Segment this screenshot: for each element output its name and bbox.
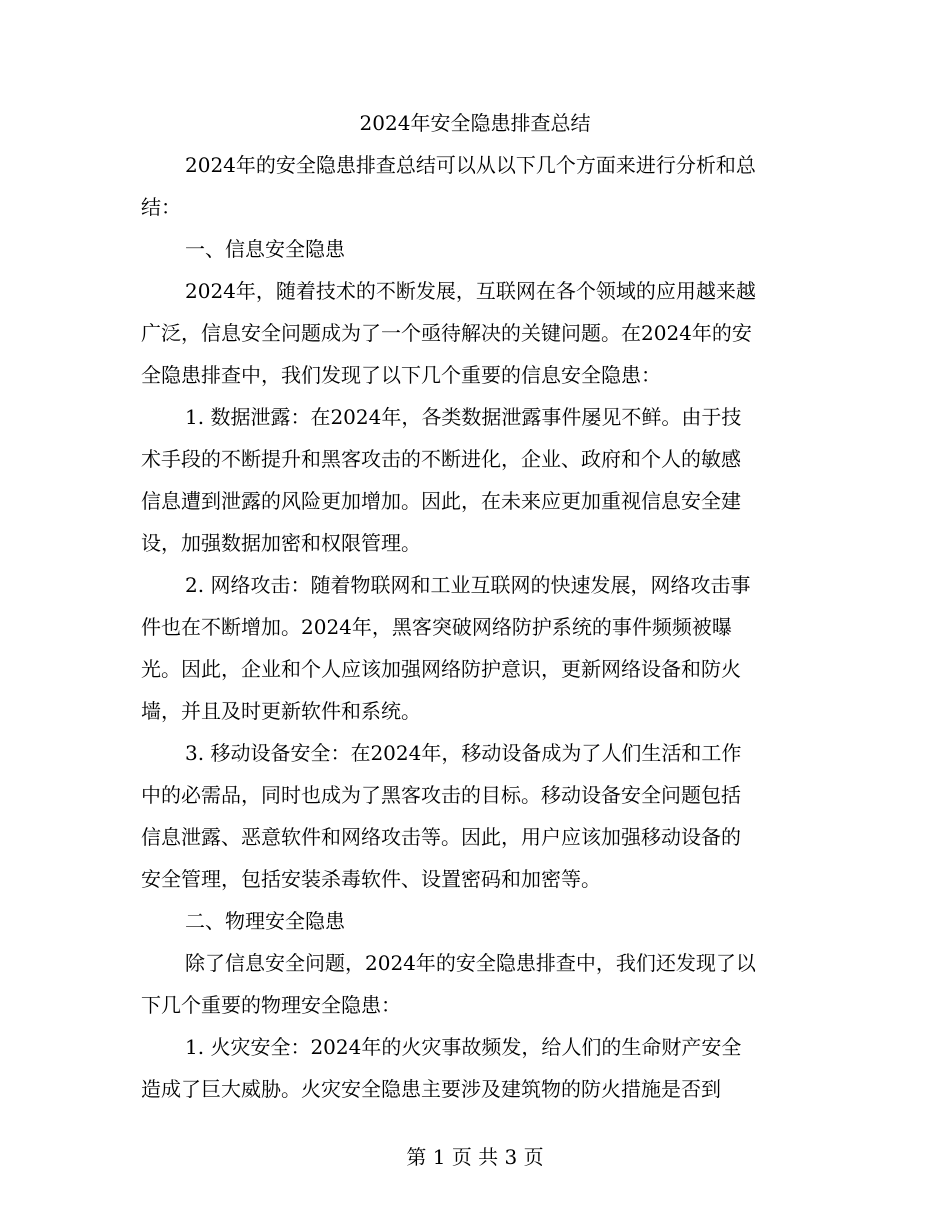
text-line: 3. 移动设备安全：在2024年，移动设备成为了人们生活和工作 <box>185 741 742 765</box>
text-line: 除了信息安全问题，2024年的安全隐患排查中，我们还发现了以 <box>185 951 756 975</box>
text-line: 结： <box>141 195 181 219</box>
text-line: 二、物理安全隐患 <box>185 909 345 933</box>
text-line: 2024年，随着技术的不断发展，互联网在各个领域的应用越来越 <box>185 279 756 303</box>
text-line: 造成了巨大威胁。火灾安全隐患主要涉及建筑物的防火措施是否到 <box>141 1077 721 1101</box>
text-line: 墙，并且及时更新软件和系统。 <box>141 699 421 723</box>
document-title: 2024年安全隐患排查总结 <box>359 111 591 135</box>
document-body <box>141 102 809 1110</box>
text-line: 广泛，信息安全问题成为了一个亟待解决的关键问题。在2024年的安 <box>141 321 752 345</box>
text-line: 全隐患排查中，我们发现了以下几个重要的信息安全隐患： <box>141 363 661 387</box>
text-line: 信息遭到泄露的风险更加增加。因此，在未来应更加重视信息安全建 <box>141 489 741 513</box>
text-line: 设，加强数据加密和权限管理。 <box>141 531 421 555</box>
text-line: 中的必需品，同时也成为了黑客攻击的目标。移动设备安全问题包括 <box>141 783 741 807</box>
text-line: 件也在不断增加。2024年，黑客突破网络防护系统的事件频频被曝 <box>141 615 732 639</box>
text-line: 信息泄露、恶意软件和网络攻击等。因此，用户应该加强移动设备的 <box>141 825 741 849</box>
text-line: 1. 数据泄露：在2024年，各类数据泄露事件屡见不鲜。由于技 <box>185 405 742 429</box>
text-line: 光。因此，企业和个人应该加强网络防护意识，更新网络设备和防火 <box>141 657 741 681</box>
text-line: 下几个重要的物理安全隐患： <box>141 993 401 1017</box>
document-lines <box>141 144 809 1110</box>
page-number-footer: 第 1 页 共 3 页 <box>406 1145 544 1169</box>
text-line: 安全管理，包括安装杀毒软件、设置密码和加密等。 <box>141 867 601 891</box>
text-line: 2. 网络攻击：随着物联网和工业互联网的快速发展，网络攻击事 <box>185 573 751 597</box>
text-line: 一、信息安全隐患 <box>185 237 345 261</box>
text-line: 术手段的不断提升和黑客攻击的不断进化，企业、政府和个人的敏感 <box>141 447 741 471</box>
text-line: 2024年的安全隐患排查总结可以从以下几个方面来进行分析和总 <box>185 153 756 177</box>
text-line: 1. 火灾安全：2024年的火灾事故频发，给人们的生命财产安全 <box>185 1035 742 1059</box>
